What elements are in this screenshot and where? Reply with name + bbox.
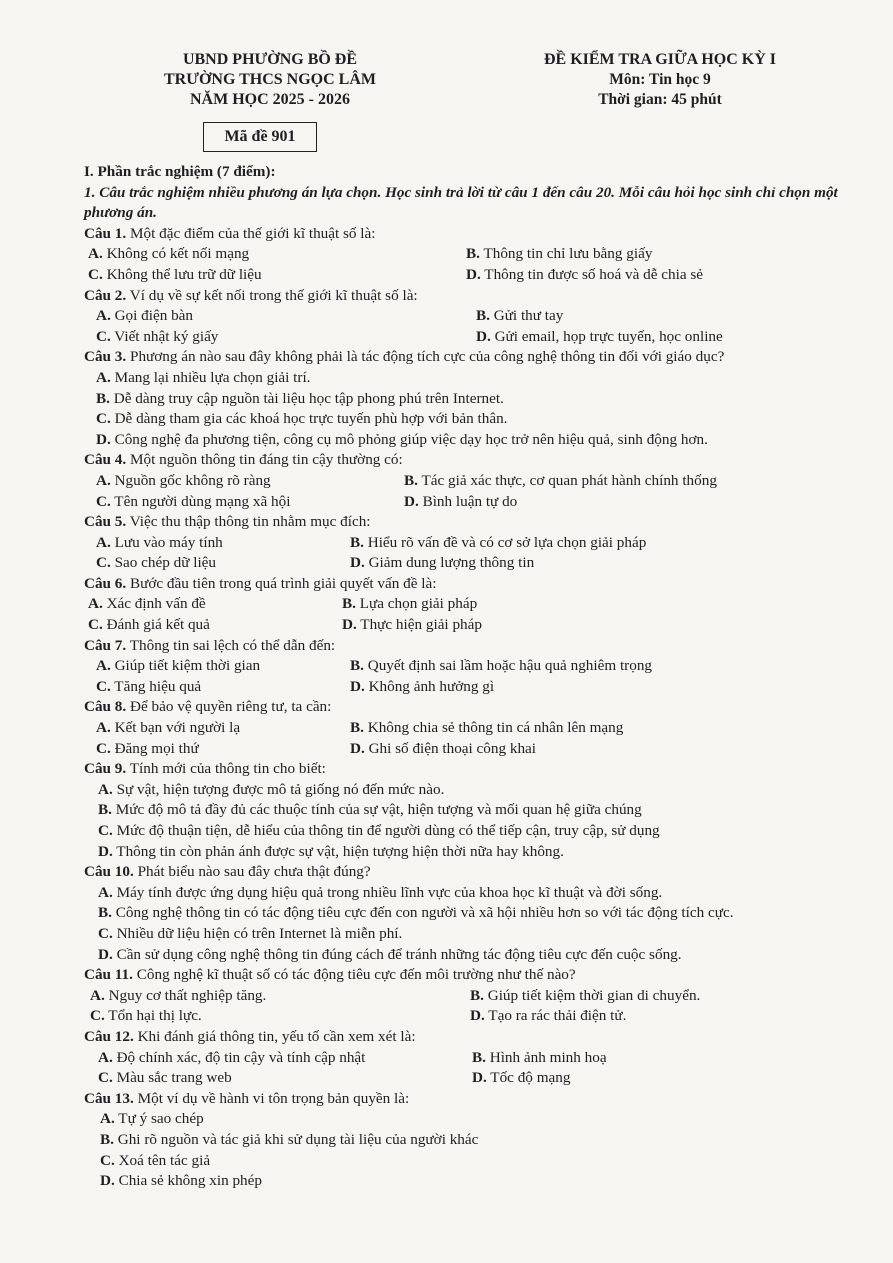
question-number: Câu 12. (84, 1027, 134, 1045)
option-b: B. Mức độ mô tả đầy đủ các thuộc tính của sự vật, hiện tượng và mối quan hệ giữa chúng (98, 801, 642, 819)
question-10 (84, 862, 844, 965)
question-text: Phương án nào sau đây không phải là tác động tích cực của công nghệ thông tin đối với giáo dục? (130, 348, 725, 366)
option-d: D. Cần sử dụng công nghệ thông tin đúng cách để tránh những tác động tiêu cực đến cuộc sống. (98, 945, 682, 963)
question-text: Công nghệ kĩ thuật số có tác động tiêu cực đến môi trường như thế nào? (136, 966, 576, 984)
answer-options (84, 883, 844, 965)
question-4 (84, 450, 844, 512)
option-b: B. Lựa chọn giải pháp (342, 595, 478, 613)
option-c: C. Đánh giá kết quả (88, 616, 210, 634)
question-text: Thông tin sai lệch có thể dẫn đến: (129, 636, 336, 654)
question-number: Câu 9. (84, 760, 127, 778)
option-b: B. Thông tin chỉ lưu bằng giấy (466, 245, 653, 263)
exam-body (84, 162, 844, 1192)
option-b: B. Hình ảnh minh hoạ (472, 1048, 607, 1066)
option-c: C. Tăng hiệu quả (96, 677, 202, 695)
section-intro: 1. Câu trắc nghiệm nhiều phương án lựa chọn. Học sinh trả lời từ câu 1 đến câu 20. Mỗi câu hỏi học sinh chỉ chọn một phương án. (84, 183, 838, 222)
question-text: Một nguồn thông tin đáng tin cậy thường có: (130, 451, 403, 469)
question-number: Câu 6. (84, 574, 127, 592)
option-c: C. Sao chép dữ liệu (96, 554, 217, 572)
question-3 (84, 347, 844, 450)
option-b: B. Gửi thư tay (476, 307, 564, 325)
question-text: Khi đánh giá thông tin, yếu tố cần xem xét là: (137, 1027, 416, 1045)
question-number: Câu 8. (84, 698, 127, 716)
option-d: D. Không ảnh hưởng gì (350, 677, 495, 695)
option-c: C. Tên người dùng mạng xã hội (96, 492, 291, 510)
question-number: Câu 1. (84, 224, 127, 242)
option-b: B. Hiểu rõ vấn đề và có cơ sở lựa chọn giải pháp (350, 533, 647, 551)
exam-duration: Thời gian: 45 phút (598, 91, 722, 108)
option-c: C. Dễ dàng tham gia các khoá học trực tuyến phù hợp với bản thân. (96, 410, 508, 428)
option-b: B. Tác giả xác thực, cơ quan phát hành chính thống (404, 471, 717, 489)
question-number: Câu 11. (84, 966, 133, 984)
question-text: Phát biểu nào sau đây chưa thật đúng? (137, 863, 371, 881)
answer-options (84, 306, 844, 347)
option-a: A. Nguồn gốc không rõ ràng (96, 471, 271, 489)
option-b: B. Ghi rõ nguồn và tác giả khi sử dụng tài liệu của người khác (100, 1130, 479, 1148)
question-9 (84, 759, 844, 862)
question-11 (84, 965, 844, 1027)
question-6 (84, 574, 844, 636)
option-b: B. Công nghệ thông tin có tác động tiêu cực đến con người và xã hội nhiều hơn so với tác động tích cực. (98, 904, 734, 922)
ward-name: UBND PHƯỜNG BỒ ĐỀ (182, 51, 358, 68)
answer-options (84, 594, 844, 635)
answer-options (84, 656, 844, 697)
question-2 (84, 286, 844, 348)
option-c: C. Nhiều dữ liệu hiện có trên Internet là miễn phí. (98, 924, 403, 942)
question-number: Câu 4. (84, 451, 127, 469)
option-b: B. Không chia sẻ thông tin cá nhân lên mạng (350, 719, 624, 737)
option-b: B. Quyết định sai lầm hoặc hậu quả nghiêm trọng (350, 657, 653, 675)
option-d: D. Chia sẻ không xin phép (100, 1172, 262, 1190)
answer-options (84, 368, 844, 450)
answer-options (84, 780, 844, 862)
question-1 (84, 224, 844, 286)
exam-subject: Môn: Tin học 9 (609, 71, 711, 88)
question-text: Bước đầu tiên trong quá trình giải quyết vấn đề là: (130, 574, 437, 592)
question-text: Để bảo vệ quyền riêng tư, ta cần: (130, 698, 332, 716)
option-a: A. Gọi điện bàn (96, 307, 194, 325)
option-c: C. Màu sắc trang web (98, 1069, 232, 1087)
answer-options (84, 244, 844, 285)
option-c: C. Đăng mọi thứ (96, 739, 199, 757)
answer-options (84, 718, 844, 759)
question-text: Một ví dụ về hành vi tôn trọng bản quyền là: (137, 1089, 410, 1107)
exam-title: ĐỀ KIỂM TRA GIỮA HỌC KỲ I (543, 51, 777, 68)
option-a: A. Kết bạn với người lạ (96, 719, 241, 737)
question-text: Ví dụ về sự kết nối trong thế giới kĩ thuật số là: (129, 286, 418, 304)
exam-header (510, 50, 810, 110)
question-number: Câu 7. (84, 636, 127, 654)
question-7 (84, 636, 844, 698)
option-d: D. Gửi email, họp trực tuyến, học online (476, 327, 723, 345)
option-c: C. Viết nhật ký giấy (96, 327, 219, 345)
question-number: Câu 3. (84, 348, 127, 366)
answer-options (84, 986, 844, 1027)
question-8 (84, 697, 844, 759)
answer-options (84, 533, 844, 574)
question-12 (84, 1027, 844, 1089)
option-d: D. Thông tin còn phản ánh được sự vật, hiện tượng hiện thời nữa hay không. (98, 842, 564, 860)
option-b: B. Dễ dàng truy cập nguồn tài liệu học tập phong phú trên Internet. (96, 389, 504, 407)
option-a: A. Nguy cơ thất nghiệp tăng. (90, 986, 267, 1004)
answer-options (84, 1109, 844, 1191)
option-a: A. Tự ý sao chép (100, 1110, 204, 1128)
option-d: D. Thực hiện giải pháp (342, 616, 482, 634)
option-a: A. Độ chính xác, độ tin cậy và tính cập nhật (98, 1048, 366, 1066)
option-d: D. Tốc độ mạng (472, 1069, 571, 1087)
option-a: A. Mang lại nhiều lựa chọn giải trí. (96, 368, 311, 386)
option-c: C. Xoá tên tác giả (100, 1151, 211, 1169)
option-d: D. Tạo ra rác thải điện tử. (470, 1007, 627, 1025)
option-d: D. Thông tin được số hoá và dễ chia sẻ (466, 265, 704, 283)
question-text: Tính mới của thông tin cho biết: (129, 760, 326, 778)
option-d: D. Công nghệ đa phương tiện, công cụ mô phỏng giúp việc dạy học trở nên hiệu quả, sinh động hơn. (96, 430, 708, 448)
question-number: Câu 2. (84, 286, 127, 304)
option-b: B. Giúp tiết kiệm thời gian di chuyển. (470, 986, 701, 1004)
option-a: A. Sự vật, hiện tượng được mô tả giống nó đến mức nào. (98, 780, 445, 798)
section-title: I. Phần trắc nghiệm (7 điểm): (84, 163, 276, 180)
option-d: D. Bình luận tự do (404, 492, 518, 510)
option-a: A. Không có kết nối mạng (88, 245, 250, 263)
question-number: Câu 5. (84, 513, 127, 531)
question-5 (84, 512, 844, 574)
option-a: A. Lưu vào máy tính (96, 533, 223, 551)
option-c: C. Không thể lưu trữ dữ liệu (88, 265, 262, 283)
option-c: C. Tổn hại thị lực. (90, 1007, 202, 1025)
question-text: Một đặc điểm của thế giới kĩ thuật số là: (130, 224, 376, 242)
school-year: NĂM HỌC 2025 - 2026 (190, 91, 350, 108)
school-name: TRƯỜNG THCS NGỌC LÂM (163, 71, 376, 88)
option-a: A. Xác định vấn đề (88, 595, 206, 613)
answer-options (84, 1048, 844, 1089)
question-number: Câu 13. (84, 1089, 134, 1107)
exam-code-box: Mã đề 901 (203, 122, 317, 152)
option-d: D. Ghi số điện thoại công khai (350, 739, 537, 757)
option-a: A. Giúp tiết kiệm thời gian (96, 657, 261, 675)
school-header (130, 50, 410, 110)
option-a: A. Máy tính được ứng dụng hiệu quả trong nhiều lĩnh vực của khoa học kĩ thuật và đời sống. (98, 883, 663, 901)
question-number: Câu 10. (84, 863, 134, 881)
option-c: C. Mức độ thuận tiện, dễ hiểu của thông tin để người dùng có thể tiếp cận, truy cập, sử dụng (98, 822, 660, 839)
option-d: D. Giảm dung lượng thông tin (350, 554, 535, 572)
question-13 (84, 1089, 844, 1192)
answer-options (84, 471, 844, 512)
question-text: Việc thu thập thông tin nhằm mục đích: (129, 513, 371, 531)
